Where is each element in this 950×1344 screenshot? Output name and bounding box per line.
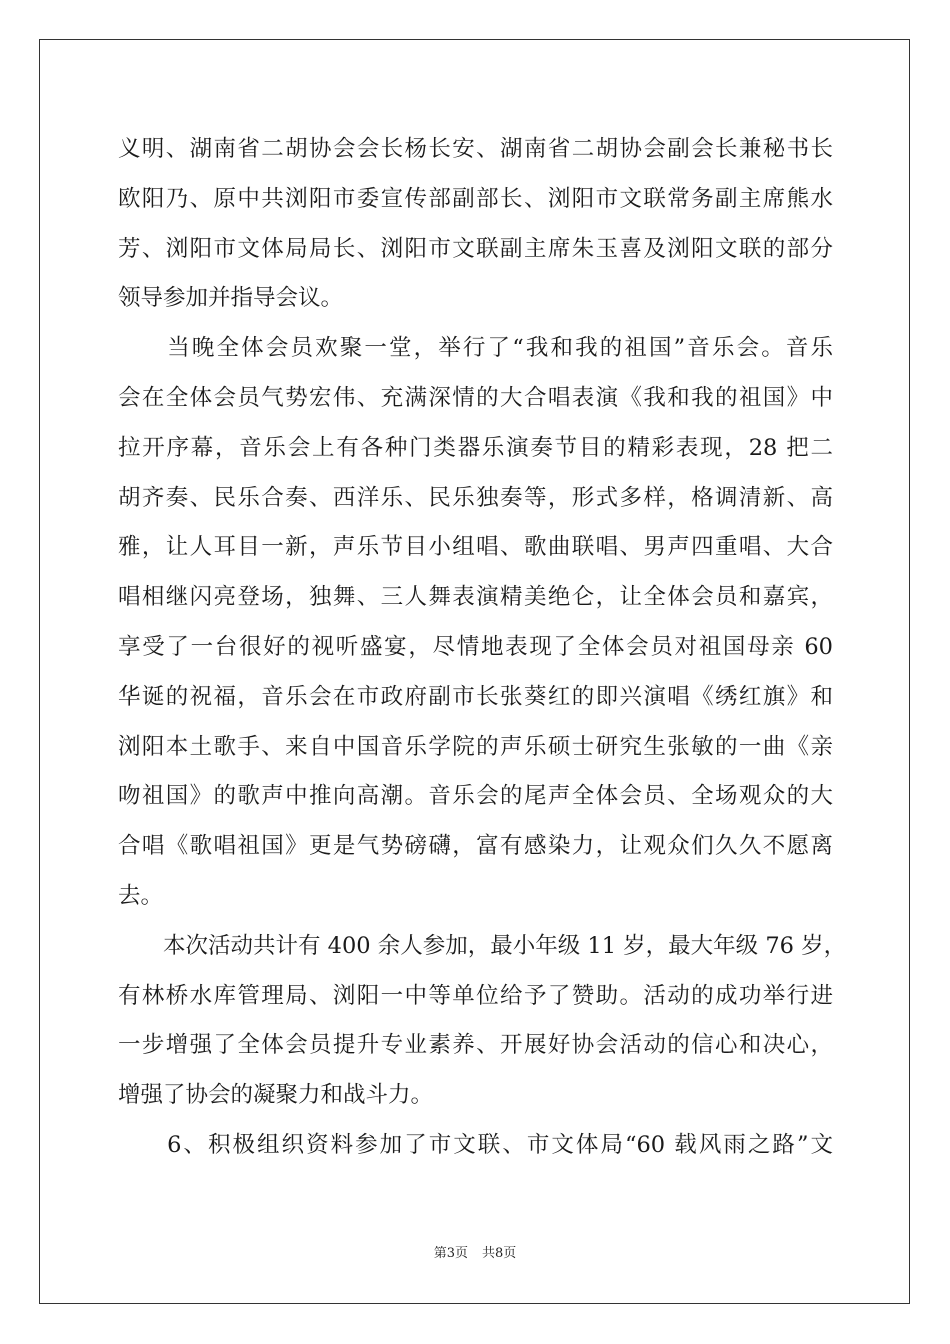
- text-line: 领导参加并指导会议。: [118, 285, 344, 312]
- text-line: 本次活动共计有 400 余人参加，最小年级 11 岁，最大年级 76 岁，: [118, 932, 847, 959]
- text-line: 当晚全体会员欢聚一堂，举行了“我和我的祖国”音乐会。音乐: [118, 335, 833, 362]
- text-line: 去。: [118, 882, 164, 909]
- text-line: 浏阳本土歌手、来自中国音乐学院的声乐硕士研究生张敏的一曲《亲: [118, 733, 833, 760]
- text-line: 唱相继闪亮登场，独舞、三人舞表演精美绝仑，让全体会员和嘉宾，: [118, 584, 833, 611]
- text-line: 有林桥水库管理局、浏阳一中等单位给予了赞助。活动的成功举行进: [118, 982, 833, 1009]
- text-line: 吻祖国》的歌声中推向高潮。音乐会的尾声全体会员、全场观众的大: [118, 783, 833, 810]
- text-line: 增强了协会的凝聚力和战斗力。: [118, 1082, 434, 1109]
- text-line: 6、积极组织资料参加了市文联、市文体局“60 载风雨之路”文: [118, 1131, 833, 1158]
- text-line: 义明、湖南省二胡协会会长杨长安、湖南省二胡协会副会长兼秘书长: [118, 136, 833, 162]
- page-number: 第3页: [433, 1246, 468, 1261]
- text-line: 一步增强了全体会员提升专业素养、开展好协会活动的信心和决心，: [118, 1032, 833, 1059]
- page-footer: [0, 1242, 950, 1261]
- text-line: 胡齐奏、民乐合奏、西洋乐、民乐独奏等，形式多样，格调清新、高: [118, 484, 833, 511]
- page-total: 共8页: [482, 1246, 517, 1261]
- text-line: 雅，让人耳目一新，声乐节目小组唱、歌曲联唱、男声四重唱、大合: [118, 534, 833, 561]
- text-line: 拉开序幕，音乐会上有各种门类器乐演奏节目的精彩表现，28 把二: [118, 434, 833, 461]
- text-line: 华诞的祝福，音乐会在市政府副市长张葵红的即兴演唱《绣红旗》和: [118, 683, 833, 710]
- text-line: 享受了一台很好的视听盛宴，尽情地表现了全体会员对祖国母亲 60: [118, 633, 833, 660]
- text-line: 合唱《歌唱祖国》更是气势磅礴，富有感染力，让观众们久久不愿离: [118, 833, 833, 860]
- text-line: 芳、浏阳市文体局局长、浏阳市文联副主席朱玉喜及浏阳文联的部分: [118, 235, 833, 262]
- text-line: 会在全体会员气势宏伟、充满深情的大合唱表演《我和我的祖国》中: [118, 384, 833, 411]
- text-line: 欧阳乃、原中共浏阳市委宣传部副部长、浏阳市文联常务副主席熊水: [118, 185, 833, 212]
- document-body: [118, 125, 847, 1171]
